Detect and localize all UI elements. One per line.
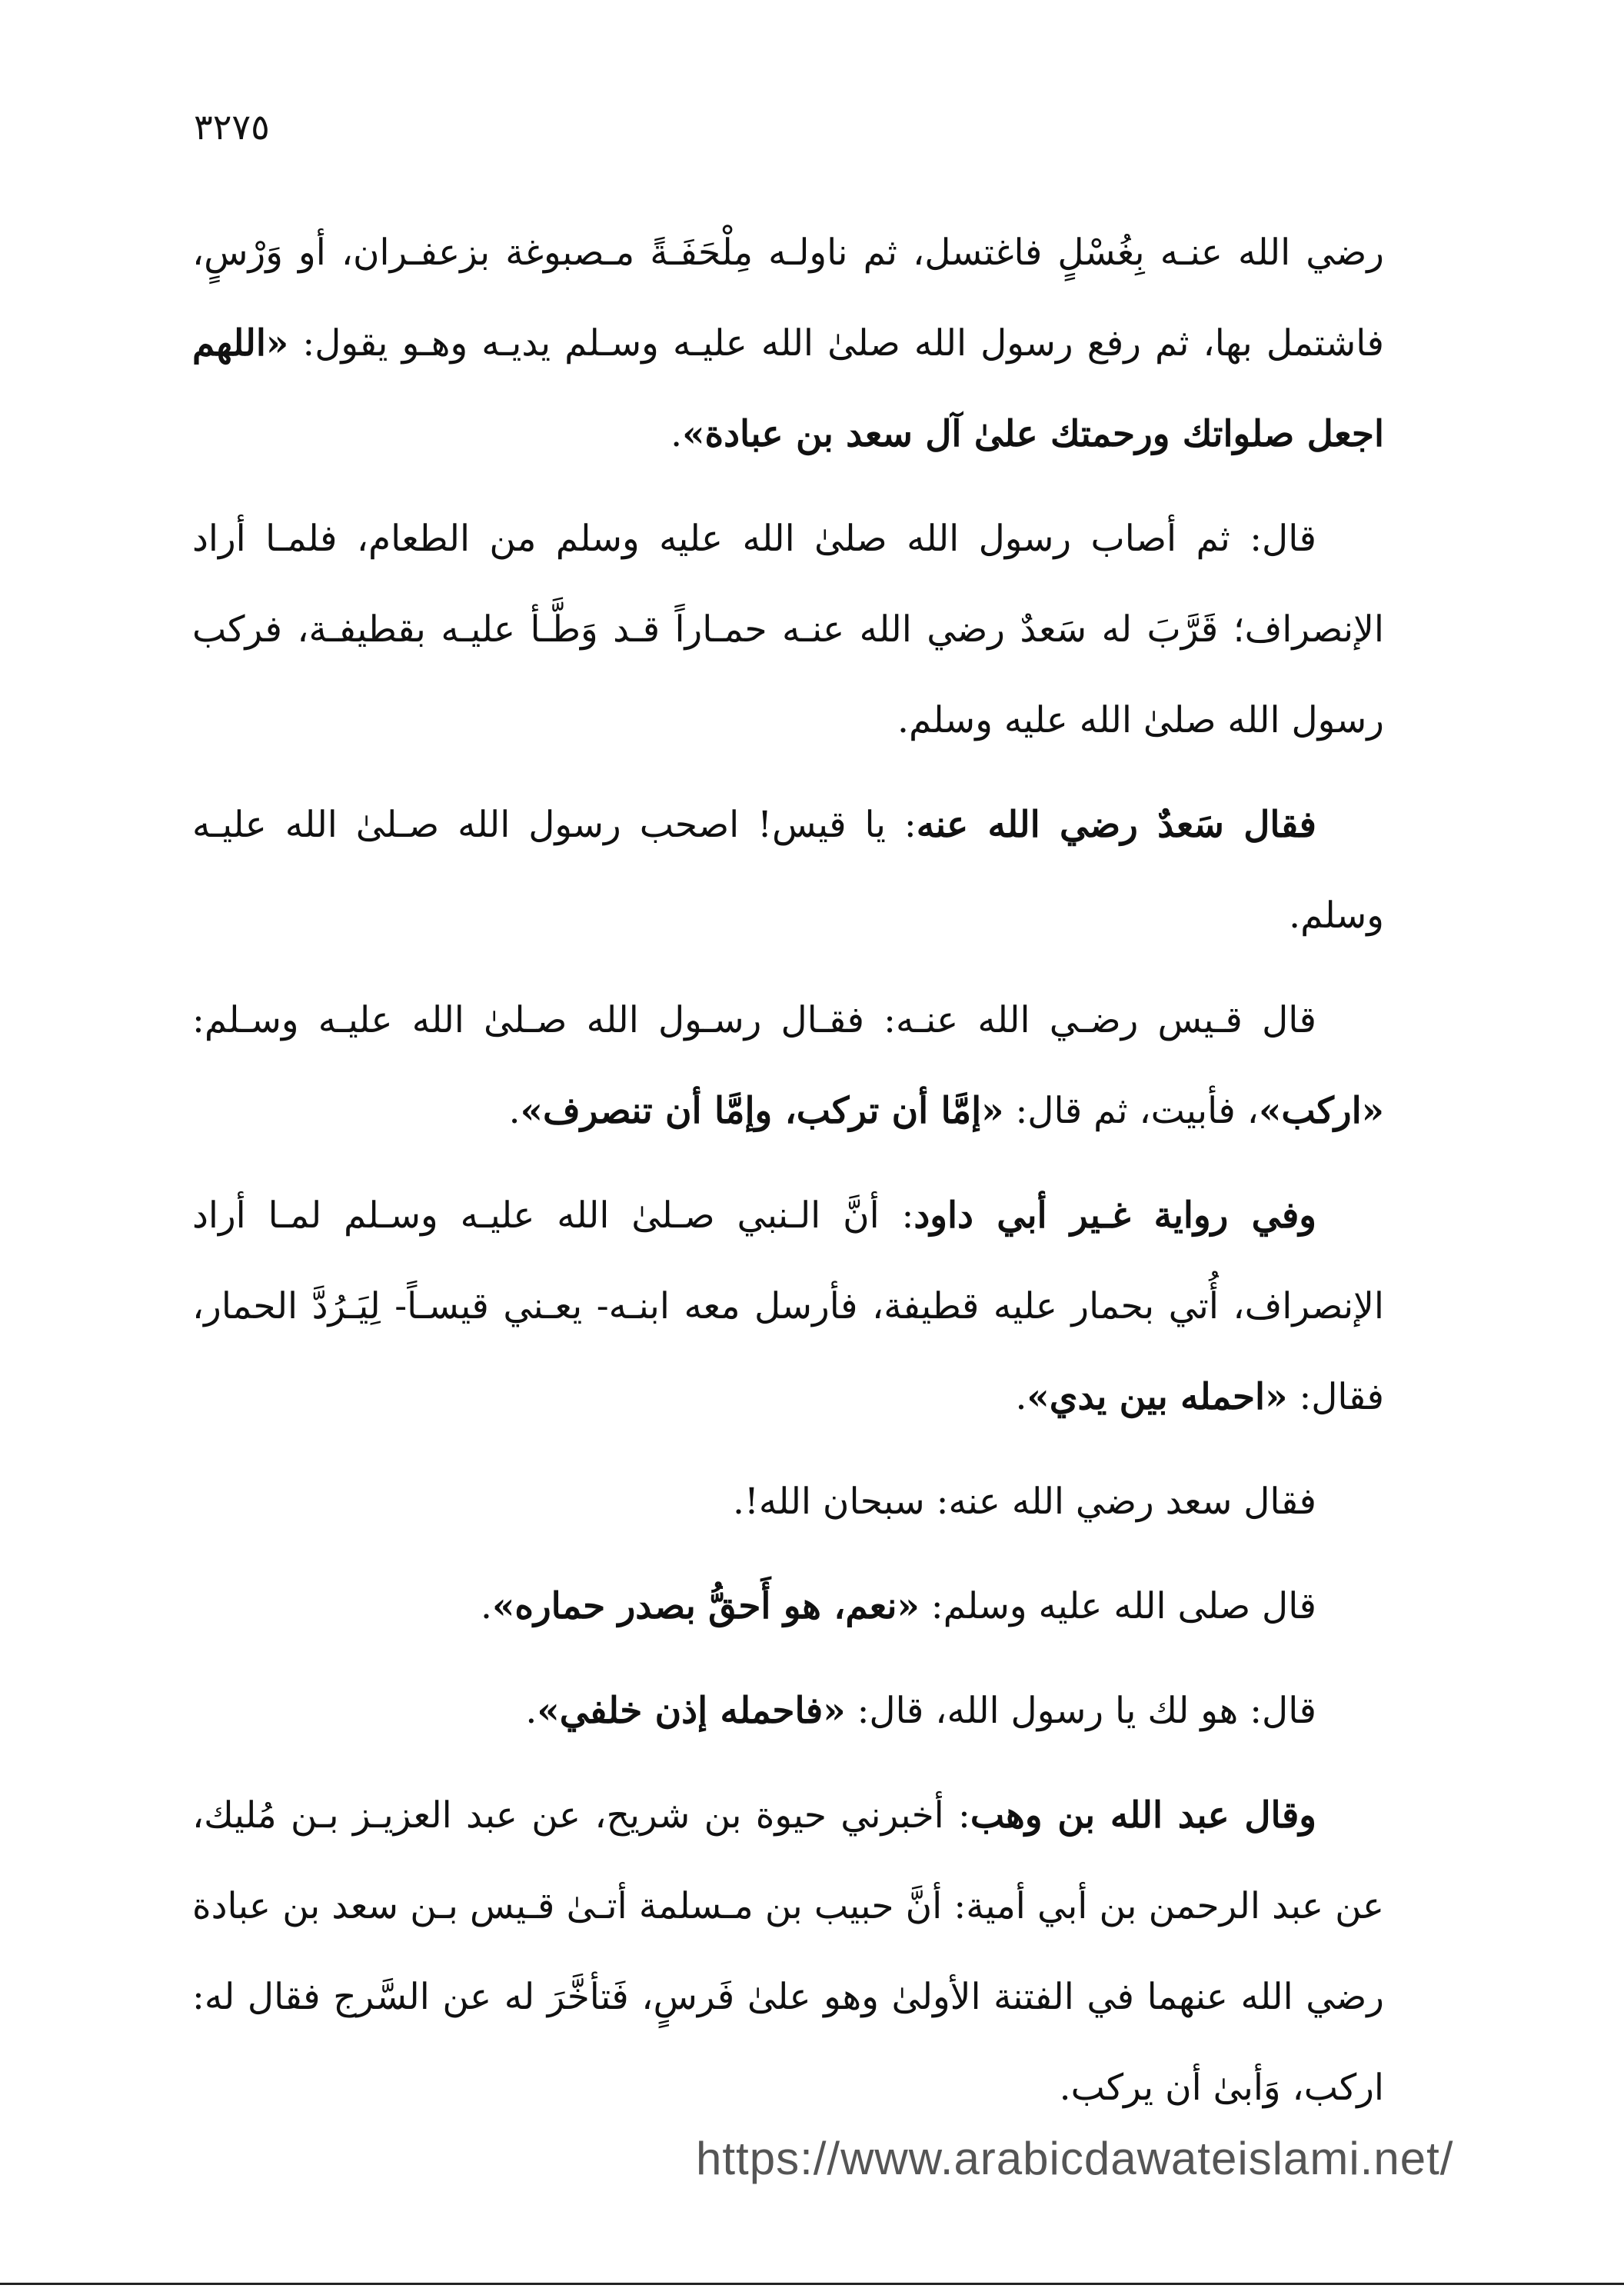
text-run: قال: ثم أصاب رسول الله صلىٰ الله عليه وسلم من الطعام، فلمـا أراد الإنصراف؛ قَرَّبَ له سَعدٌ رضي الله عنـه حمـاراً قـد وَطَّـأ عليـه بقطيفـة، فركب رسول الله صلىٰ الله عليه وسلم. xyxy=(192,518,1384,741)
paragraph xyxy=(192,1666,1384,1757)
bold-text-run: «نعم، هو أَحقُّ بصدر حماره» xyxy=(491,1585,920,1627)
text-run: قال: هو لك يا رسول الله، قال: xyxy=(845,1690,1316,1732)
text-run: . xyxy=(481,1585,492,1627)
bold-text-run: فقال سَعدٌ رضي الله عنه xyxy=(916,804,1316,846)
bold-text-run: وفي رواية غـير أبي داود xyxy=(914,1194,1316,1237)
footer-url[interactable]: https://www.arabicdawateislami.net/ xyxy=(696,2133,1454,2184)
text-run: : أنَّ الـنبي صـلىٰ الله عليـه وسـلم لمـا أراد الإنصراف، أُتي بحمار عليه قطيفة، فأرسل معه ابنـه- يعـني قيسـاً- لِيَـرُدَّ الحمار، فقال: xyxy=(192,1194,1384,1418)
bold-text-run: «اركب» xyxy=(1258,1090,1384,1132)
bottom-rule xyxy=(0,2283,1624,2285)
text-run: : يا قيس! اصحب رسول الله صـلىٰ الله عليـه وسلم. xyxy=(192,804,1384,937)
paragraph xyxy=(192,975,1384,1157)
bold-text-run: «إمَّا أن تركب، وإمَّا أن تنصرف» xyxy=(520,1090,1004,1132)
paragraph xyxy=(192,780,1384,961)
text-run: . xyxy=(508,1090,521,1132)
page-number: ٣٢٧٥ xyxy=(194,106,270,148)
bold-text-run: «احمله بين يدي» xyxy=(1027,1376,1288,1418)
text-run: ، فأبيت، ثم قال: xyxy=(1003,1090,1259,1132)
body-text xyxy=(192,208,1384,2147)
paragraph xyxy=(192,1770,1384,2133)
paragraph xyxy=(192,1561,1384,1652)
paragraph xyxy=(192,1457,1384,1547)
bold-text-run: «فاحمله إذن خلفي» xyxy=(537,1690,846,1732)
text-run: فقال سعد رضي الله عنه: سبحان الله!. xyxy=(733,1481,1316,1523)
paragraph xyxy=(192,1171,1384,1443)
text-run: . xyxy=(1015,1376,1027,1418)
text-run: . xyxy=(525,1690,537,1732)
paragraph xyxy=(192,208,1384,480)
text-run: قال صلى الله عليه وسلم: xyxy=(919,1585,1316,1627)
paragraph xyxy=(192,494,1384,766)
text-run: . xyxy=(671,413,683,455)
bold-text-run: «اللهم اجعل صلواتك ورحمتك علىٰ آل سعد بن عبادة» xyxy=(192,322,1384,455)
text-run: رضي الله عنـه بِغُسْلٍ فاغتسل، ثم ناولـه مِلْحَفَـةً مـصبوغة بزعفـران، أو وَرْسٍ، فاشتمل بها، ثم رفع رسول الله صلىٰ الله عليـه وسـلم يديـه وهـو يقول: xyxy=(192,231,1384,365)
text-run: قال قـيس رضـي الله عنـه: فقـال رسـول الله صـلىٰ الله عليـه وسـلم: xyxy=(192,999,1316,1041)
bold-text-run: وقال عبد الله بن وهب xyxy=(970,1794,1317,1837)
text-run: : أخبرني حيوة بن شريح، عن عبد العزيـز بـن مُليك، عن عبد الرحمن بن أبي أمية: أنَّ حبيب بن مـسلمة أتـىٰ قـيس بـن سعد بن عبادة رضي الله عنهما في الفتنة الأولىٰ وهو علىٰ فَرسٍ، فَتأخَّرَ له عن السَّرج فقال له: اركب، وَأبىٰ أن يركب. xyxy=(192,1794,1384,2109)
